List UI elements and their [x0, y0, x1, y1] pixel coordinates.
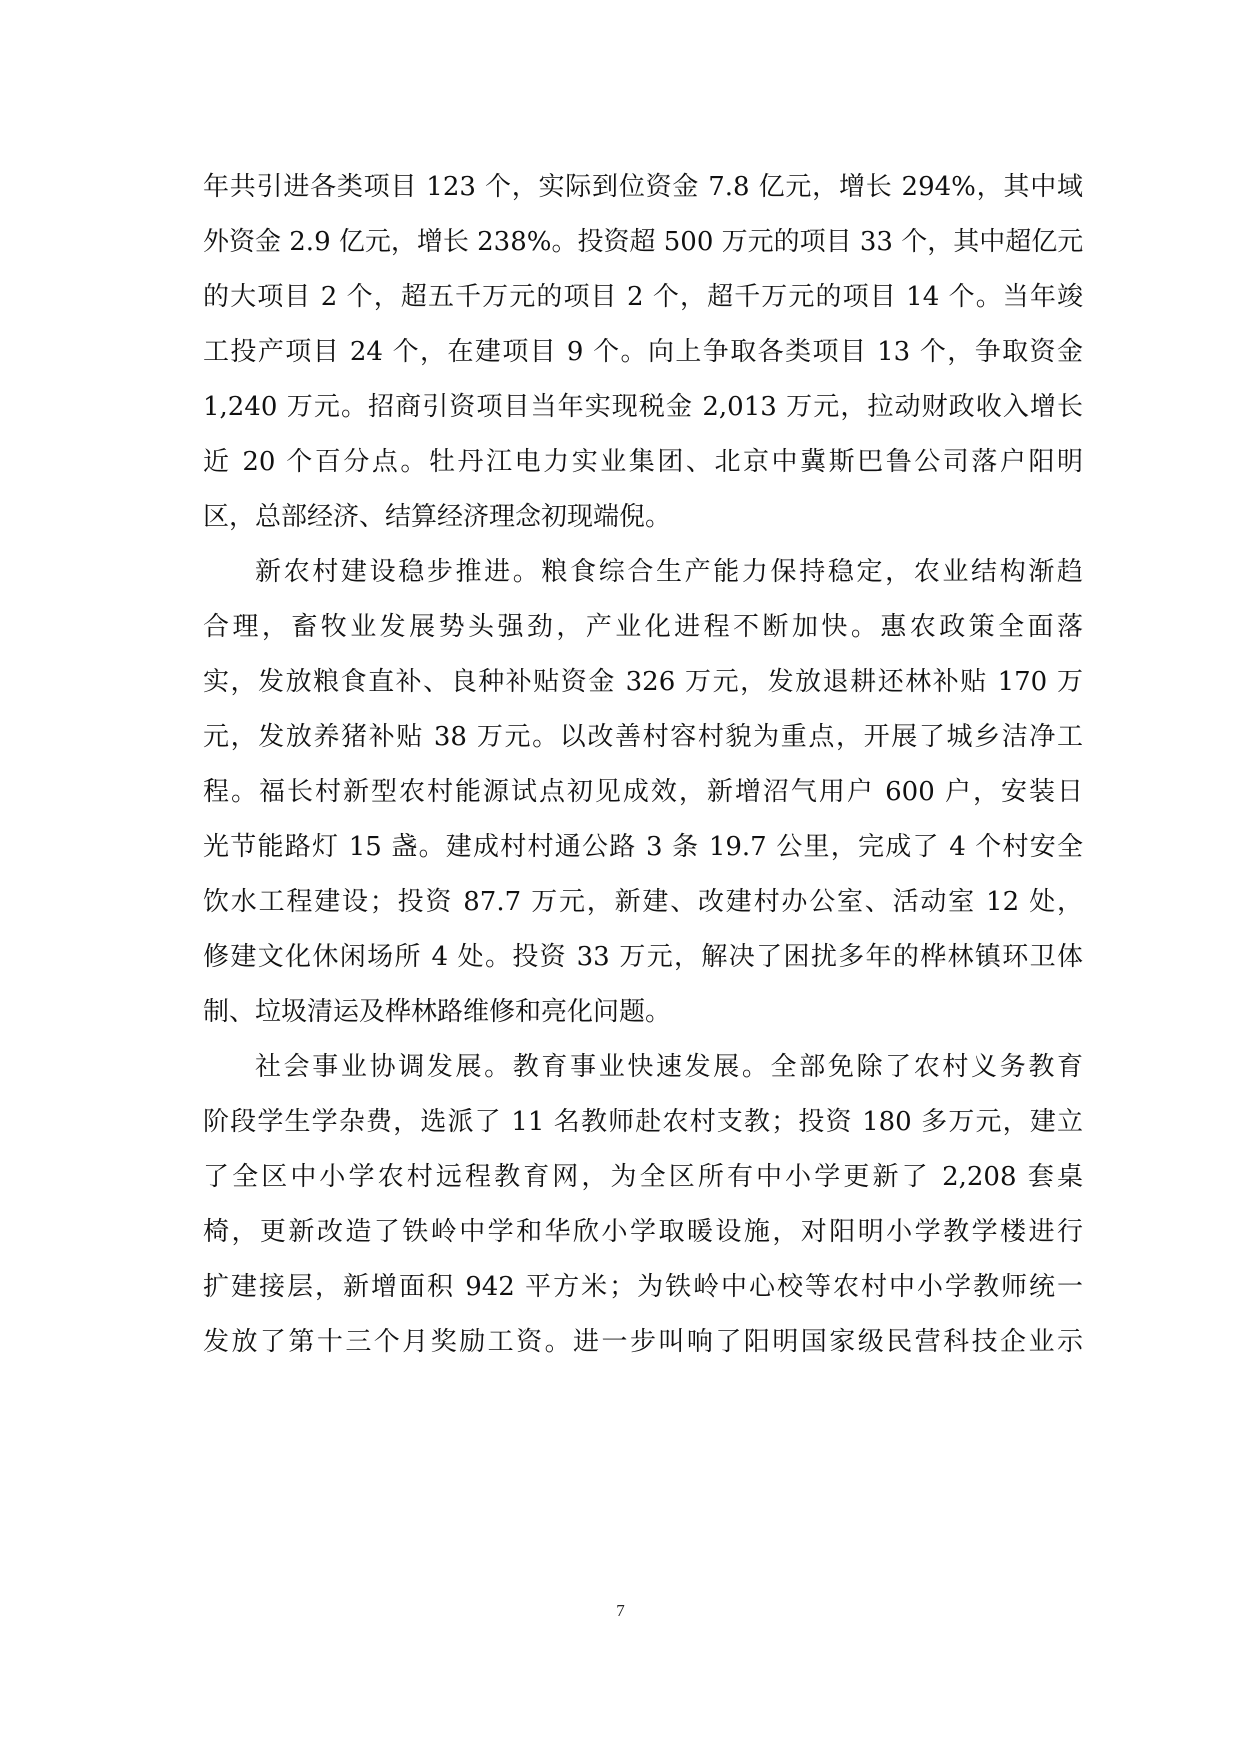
paragraph-3-line-1: 社会事业协调发展。教育事业快速发展。全部免除了农村义务教育: [255, 1052, 1083, 1082]
paragraph-1-line-5: 1,240 万元。招商引资项目当年实现税金 2,013 万元，拉动财政收入增长: [203, 392, 1083, 422]
paragraph-3-line-3: 了全区中小学农村远程教育网，为全区所有中小学更新了 2,208 套桌: [203, 1162, 1083, 1192]
paragraph-2-line-5: 程。福长村新型农村能源试点初见成效，新增沼气用户 600 户，安装日: [203, 777, 1083, 807]
paragraph-3-line-4: 椅，更新改造了铁岭中学和华欣小学取暖设施，对阳明小学教学楼进行: [203, 1217, 1083, 1247]
paragraph-2-line-7: 饮水工程建设；投资 87.7 万元，新建、改建村办公室、活动室 12 处，: [203, 887, 1083, 917]
paragraph-2-line-8: 修建文化休闲场所 4 处。投资 33 万元，解决了困扰多年的桦林镇环卫体: [203, 942, 1083, 972]
paragraph-3-line-6: 发放了第十三个月奖励工资。进一步叫响了阳明国家级民营科技企业示: [203, 1327, 1083, 1357]
paragraph-2-line-4: 元，发放养猪补贴 38 万元。以改善村容村貌为重点，开展了城乡洁净工: [203, 722, 1083, 752]
paragraph-1-line-6: 近 20 个百分点。牡丹江电力实业集团、北京中冀斯巴鲁公司落户阳明: [203, 447, 1083, 477]
paragraph-1-line-7: 区，总部经济、结算经济理念初现端倪。: [203, 502, 672, 532]
paragraph-3-line-5: 扩建接层，新增面积 942 平方米；为铁岭中心校等农村中小学教师统一: [203, 1272, 1083, 1302]
paragraph-2-line-2: 合理，畜牧业发展势头强劲，产业化进程不断加快。惠农政策全面落: [203, 612, 1083, 642]
page-number: 7: [616, 1601, 625, 1620]
paragraph-2-line-1: 新农村建设稳步推进。粮食综合生产能力保持稳定，农业结构渐趋: [255, 557, 1083, 587]
body-text: [203, 160, 1083, 1370]
paragraph-2-line-6: 光节能路灯 15 盏。建成村村通公路 3 条 19.7 公里，完成了 4 个村安全: [203, 832, 1083, 862]
paragraph-1-line-2: 外资金 2.9 亿元，增长 238%。投资超 500 万元的项目 33 个，其中超亿元: [203, 227, 1084, 257]
paragraph-1-line-4: 工投产项目 24 个，在建项目 9 个。向上争取各类项目 13 个，争取资金: [203, 337, 1083, 367]
paragraph-2-line-9: 制、垃圾清运及桦林路维修和亮化问题。: [203, 997, 672, 1027]
paragraph-3-line-2: 阶段学生学杂费，选派了 11 名教师赴农村支教；投资 180 多万元，建立: [203, 1107, 1083, 1137]
paragraph-2-line-3: 实，发放粮食直补、良种补贴资金 326 万元，发放退耕还林补贴 170 万: [203, 667, 1083, 697]
paragraph-1-line-1: 年共引进各类项目 123 个，实际到位资金 7.8 亿元，增长 294%，其中域: [203, 172, 1083, 202]
paragraph-1-line-3: 的大项目 2 个，超五千万元的项目 2 个，超千万元的项目 14 个。当年竣: [203, 282, 1083, 312]
